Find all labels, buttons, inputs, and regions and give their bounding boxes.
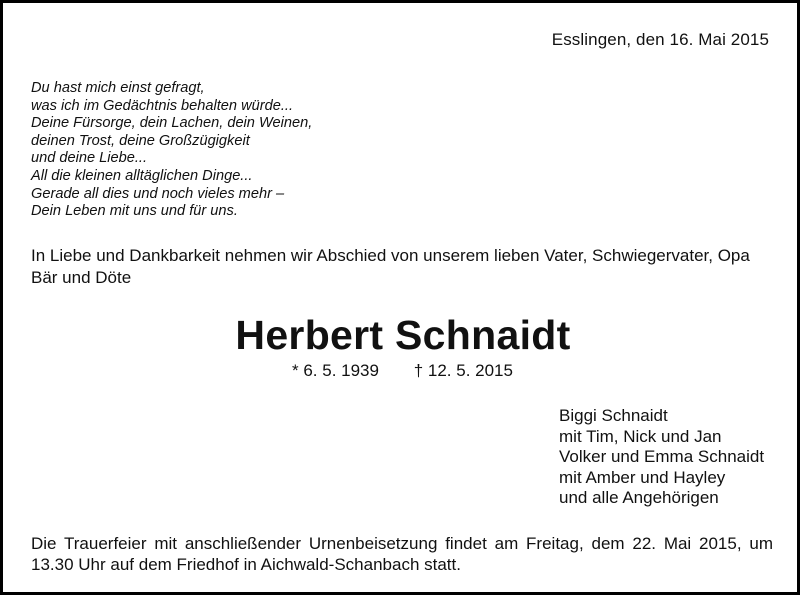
poem-line: deinen Trost, deine Großzügigkeit: [31, 132, 250, 149]
mourner-line: mit Amber und Hayley: [559, 467, 726, 487]
mourner-line: Volker und Emma Schnaidt: [559, 447, 765, 466]
life-dates: [292, 361, 513, 381]
farewell-intro: In Liebe und Dankbarkeit nehmen wir Abschied von unserem lieben Vater, Schwiegervater, Opa Bär und Döte: [31, 246, 750, 287]
deceased-name: Herbert Schnaidt: [235, 312, 571, 358]
mourners-list: [559, 406, 764, 509]
poem-line: Dein Leben mit uns und für uns.: [31, 203, 238, 220]
poem-line: was ich im Gedächtnis behalten würde...: [31, 97, 294, 114]
mourner-line: und alle Angehörigen: [559, 488, 719, 507]
mourner-line: mit Tim, Nick und Jan: [559, 426, 722, 446]
poem-line: und deine Liebe...: [31, 150, 148, 167]
mourner-line: Biggi Schnaidt: [559, 406, 668, 425]
poem-line: Du hast mich einst gefragt,: [31, 80, 205, 96]
poem: [31, 80, 312, 221]
poem-line: Deine Fürsorge, dein Lachen, dein Weinen,: [31, 115, 313, 132]
funeral-notice: Die Trauerfeier mit anschließender Urnenbeisetzung findet am Freitag, dem 22. Mai 2015, um 13.30 Uhr auf dem Friedhof in Aichwald-Schanbach statt.: [31, 534, 773, 574]
poem-line: All die kleinen alltäglichen Dinge...: [31, 167, 253, 184]
poem-line: Gerade all dies und noch vieles mehr –: [31, 185, 285, 202]
death-date: † 12. 5. 2015: [413, 361, 513, 380]
place-date: Esslingen, den 16. Mai 2015: [551, 30, 769, 49]
birth-date: * 6. 5. 1939: [292, 361, 379, 380]
